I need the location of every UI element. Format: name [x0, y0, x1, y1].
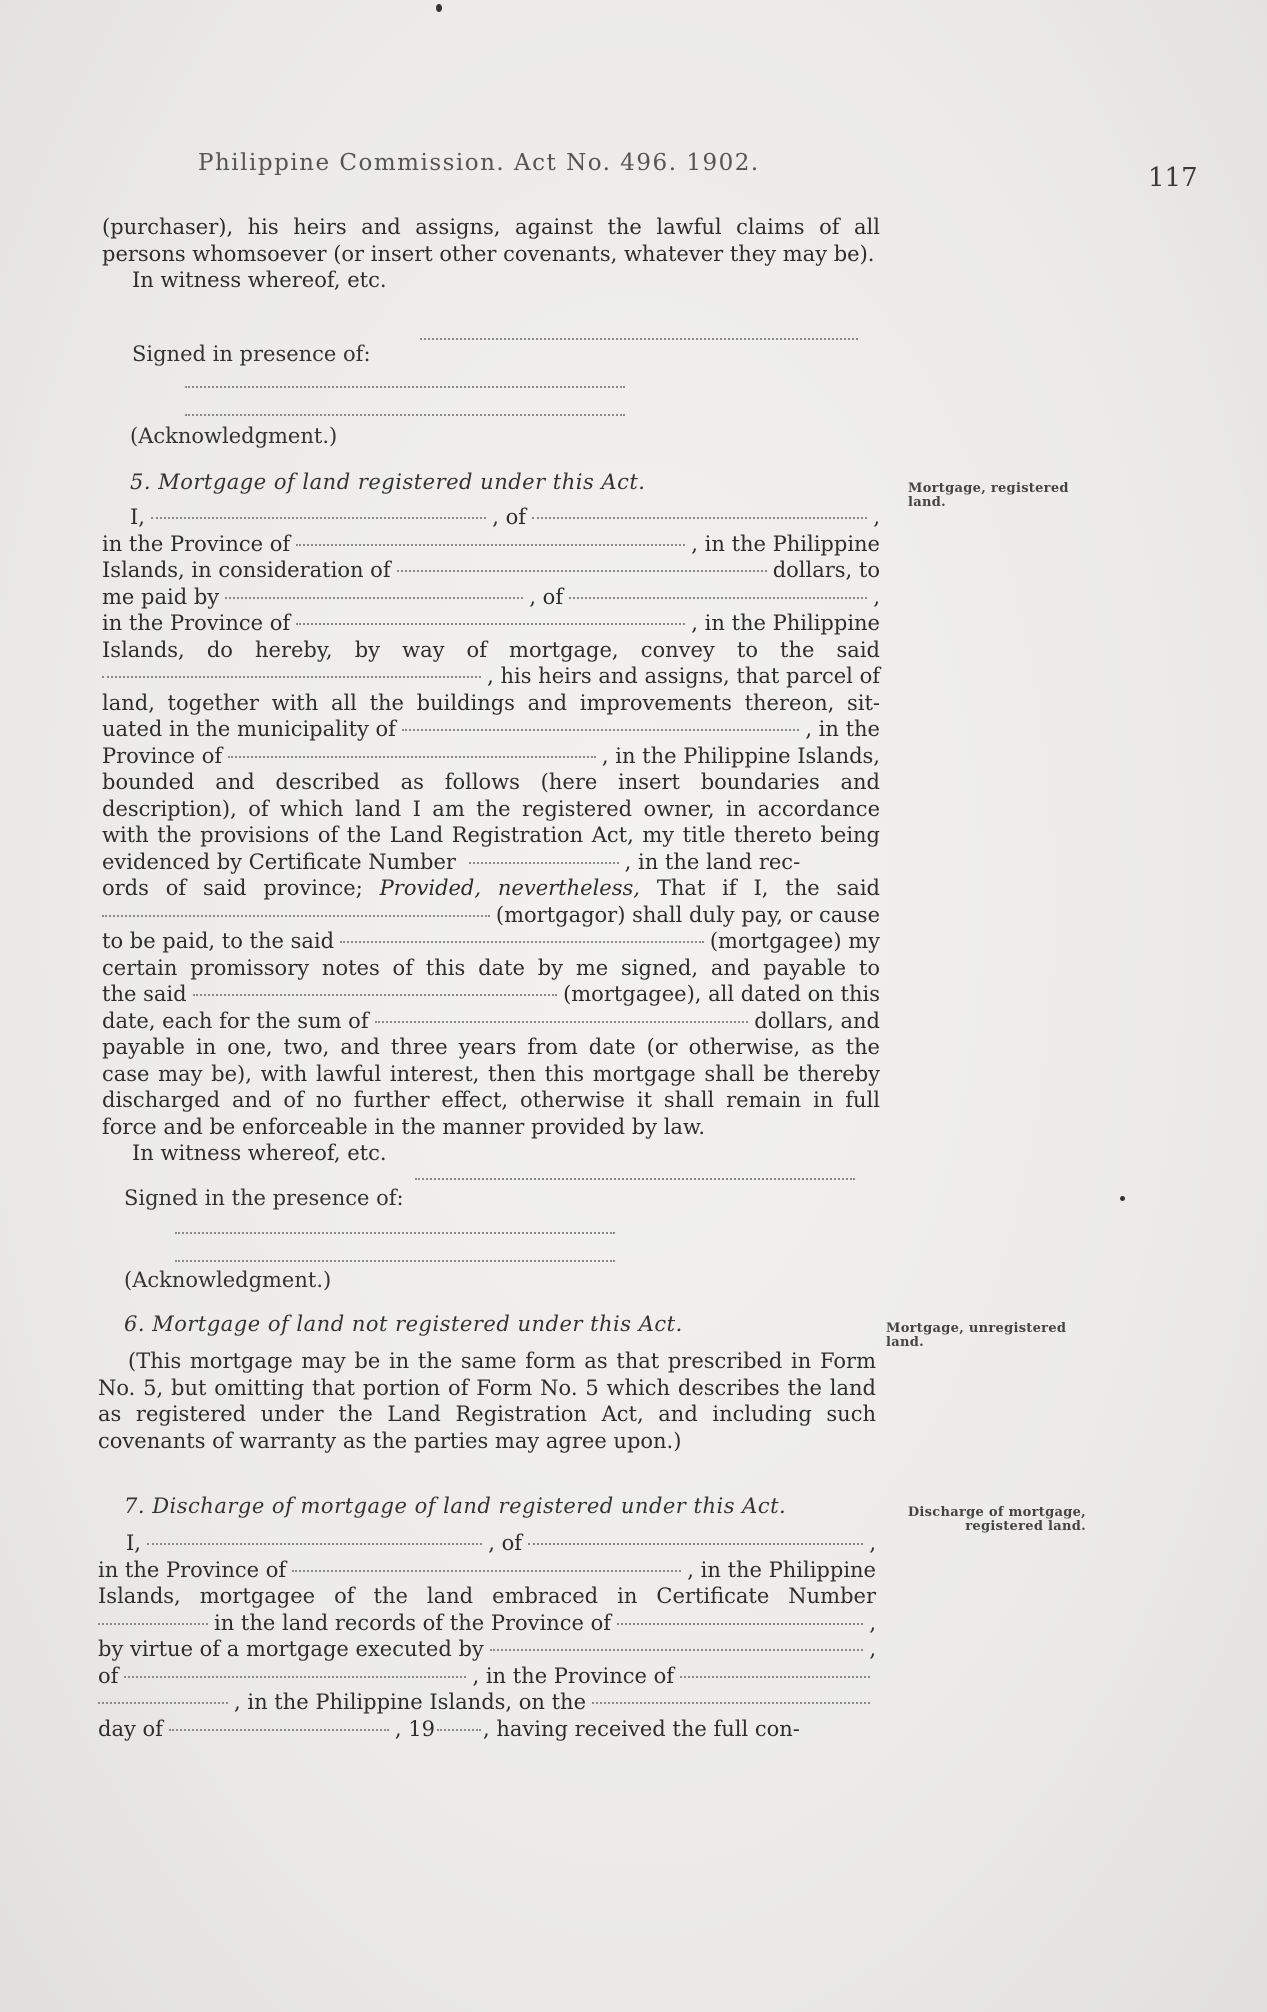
form7-line-6: of , in the Province of	[98, 1663, 876, 1690]
form7-line-5: by virtue of a mortgage executed by ,	[98, 1637, 876, 1661]
blank-field	[528, 1543, 863, 1545]
blank-field	[228, 756, 596, 758]
form5-line-3: Islands, in consideration of dollars, to	[102, 558, 880, 582]
blank-field	[193, 994, 558, 996]
form5-margin-note: Mortgage, registered land.	[908, 481, 1069, 510]
form7-line-4: in the land records of the Province of ,	[98, 1610, 876, 1637]
blank-field	[490, 1649, 864, 1651]
running-header: Philippine Commission. Act No. 496. 1902.	[198, 150, 760, 176]
scan-speck	[1120, 1196, 1125, 1201]
opening-paragraph: (purchaser), his heirs and assigns, against the lawful claims of all persons whomsoever (or insert other covenants, whatever they may be).	[102, 215, 880, 266]
form5-line-4: me paid by , of ,	[102, 584, 880, 609]
blank-field	[225, 597, 523, 599]
witness-clause: In witness whereof, etc.	[132, 268, 387, 292]
form5-date-line: date, each for the sum of dollars, and	[102, 1008, 880, 1033]
form5-witness: In witness whereof, etc.	[132, 1141, 387, 1165]
form5-paid-line: to be paid, to the said (mortgagee) my	[102, 929, 880, 953]
form5-mortgagor-line: (mortgagor) shall duly pay, or cause	[102, 902, 880, 929]
form5-said-line: the said (mortgagee), all dated on this	[102, 982, 880, 1006]
signature-line	[420, 338, 858, 340]
blank-field	[98, 1702, 228, 1704]
witness-line-2	[185, 414, 625, 416]
blank-field	[296, 544, 685, 546]
form5-line-5: in the Province of , in the Philippine	[102, 611, 880, 635]
form7-line-3: Islands, mortgagee of the land embraced in Certificate Number	[98, 1584, 876, 1608]
blank-field	[532, 517, 867, 519]
form5-notes-line: certain promissory notes of this date by me signed, and payable to	[102, 955, 880, 980]
blank-field	[147, 1543, 482, 1545]
page-number: 117	[1148, 163, 1198, 193]
blank-field	[397, 570, 767, 572]
form5-closing: payable in one, two, and three years from date (or otherwise, as the case may be), with lawful interest, then this mortgage shall be thereby discharged and of no further effect, otherwise it shall remain in full force and be enforceable in the manner provided by law.	[102, 1035, 880, 1139]
blank-field	[124, 1676, 466, 1678]
blank-field	[617, 1623, 863, 1625]
opening-section	[102, 214, 880, 294]
blank-field	[469, 862, 619, 864]
scan-speck	[436, 4, 442, 12]
form5-signed-label: Signed in the presence of:	[124, 1186, 404, 1210]
form7-heading: 7. Discharge of mortgage of land registered under this Act.	[124, 1494, 787, 1518]
form7-line-8: day of , 19 , having received the full con-	[98, 1716, 800, 1741]
blank-field	[102, 676, 481, 678]
blank-field	[375, 1021, 749, 1023]
form5-description-para: bounded and described as follows (here insert boundaries and description), of which land I am the registered owner, in accordance with the provisions of the Land Registration Act, my title thereto being evidenced by Certificate Number , in the land rec-	[102, 770, 880, 874]
blank-field	[151, 517, 486, 519]
form5-line-8: land, together with all the buildings and improvements thereon, sit-	[102, 690, 880, 715]
form6-body	[98, 1348, 876, 1454]
blank-field	[402, 729, 799, 731]
form5-line-6: Islands, do hereby, by way of mortgage, convey to the said	[102, 637, 880, 662]
blank-field	[437, 1729, 481, 1731]
form6-heading: 6. Mortgage of land not registered under this Act.	[124, 1312, 683, 1336]
form5-heading: 5. Mortgage of land registered under this Act.	[130, 470, 646, 494]
form6-text: (This mortgage may be in the same form as that prescribed in Form No. 5, but omitting that portion of Form No. 5 which describes the land as registered under the Land Registration Act, and including such covenants of warranty as the parties may agree upon.)	[98, 1349, 876, 1453]
blank-field	[340, 941, 704, 943]
form7-line-1: I, , of ,	[126, 1531, 877, 1555]
form6-margin-note: Mortgage, unregistered land.	[886, 1321, 1067, 1350]
signed-in-presence-label: Signed in presence of:	[132, 342, 371, 366]
blank-field	[102, 915, 490, 917]
form5-witness-line-1	[175, 1232, 615, 1234]
form5-line-1: I, , of ,	[130, 505, 881, 529]
blank-field	[592, 1702, 870, 1704]
form7-body	[98, 1530, 876, 1742]
acknowledgment-label: (Acknowledgment.)	[130, 424, 338, 448]
form5-signature-line	[415, 1178, 855, 1180]
form7-line-7: , in the Philippine Islands, on the	[98, 1689, 876, 1716]
blank-field	[296, 623, 685, 625]
form7-line-2: in the Province of , in the Philippine	[98, 1557, 876, 1582]
form5-body	[102, 504, 880, 1167]
form5-line-7: , his heirs and assigns, that parcel of	[102, 663, 880, 690]
form5-witness-line-2	[175, 1260, 615, 1262]
blank-field	[680, 1676, 870, 1678]
blank-field	[169, 1729, 389, 1731]
blank-field	[569, 597, 867, 599]
form5-provided-line: ords of said province; Provided, nevertheless, That if I, the said	[102, 876, 880, 900]
form5-line-10: Province of , in the Philippine Islands,	[102, 743, 880, 768]
form5-line-2: in the Province of , in the Philippine	[102, 531, 880, 556]
witness-line-1	[185, 386, 625, 388]
form5-line-9: uated in the municipality of , in the	[102, 717, 880, 741]
blank-field	[98, 1623, 208, 1625]
blank-field	[292, 1570, 681, 1572]
form5-acknowledgment: (Acknowledgment.)	[124, 1268, 332, 1292]
form7-margin-note: Discharge of mortgage, registered land.	[907, 1505, 1086, 1534]
